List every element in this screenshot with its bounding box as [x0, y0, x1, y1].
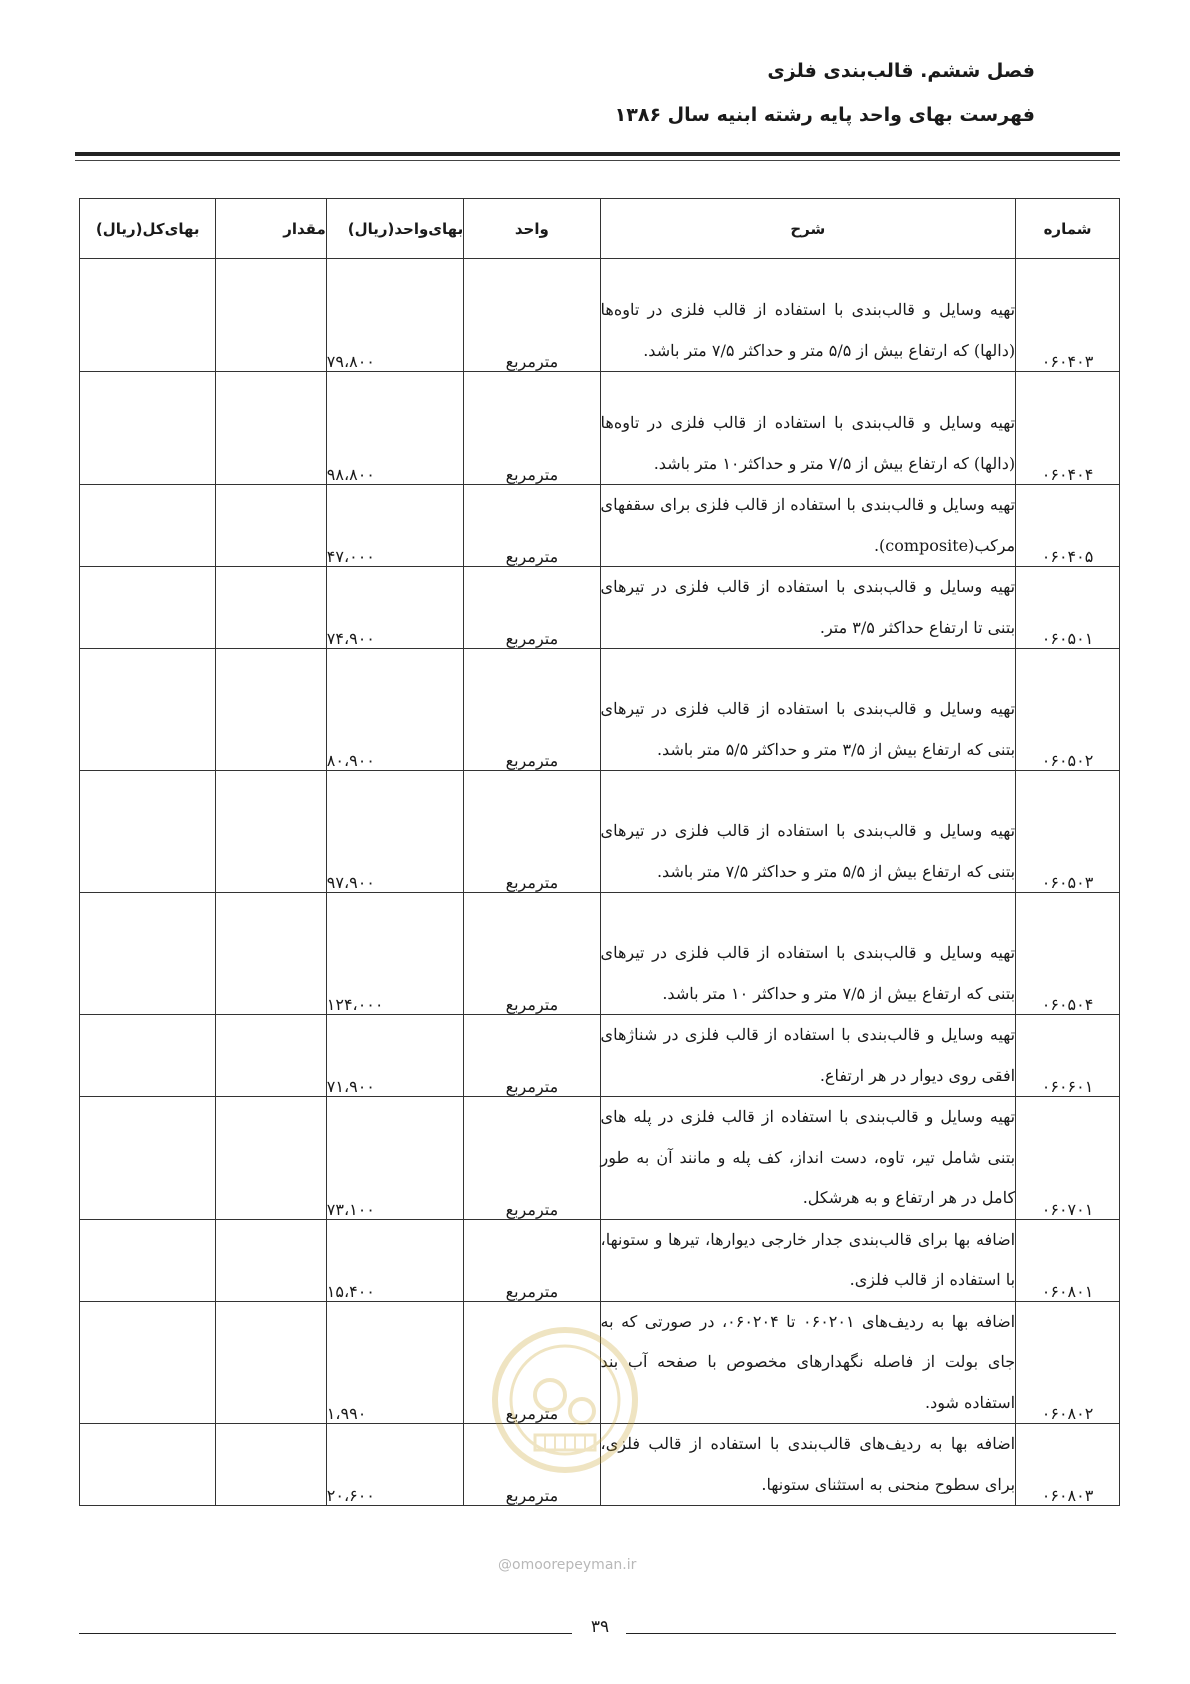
- item-unit: مترمربع: [464, 1301, 600, 1424]
- item-quantity: [216, 1301, 326, 1424]
- page-header: [615, 56, 1035, 130]
- item-description: اضافه بها برای قالب‌بندی جدار خارجی دیوارها، تیرها و ستونها، با استفاده از قالب فلزی.: [600, 1219, 1016, 1301]
- item-description: تهیه وسایل و قالب‌بندی با استفاده از قالب فلزی برای سقفهای مرکب(composite).: [600, 485, 1016, 567]
- table-row: [80, 372, 1120, 485]
- column-header-description: شرح: [600, 199, 1016, 259]
- item-unit: مترمربع: [464, 1219, 600, 1301]
- item-unit: مترمربع: [464, 649, 600, 771]
- item-number: ۰۶۰۴۰۳: [1016, 259, 1120, 372]
- item-description: تهیه وسایل و قالب‌بندی با استفاده از قالب فلزی در تیرهای بتنی که ارتفاع بیش از ۳/۵ متر و حداکثر ۵/۵ متر باشد.: [600, 649, 1016, 771]
- item-quantity: [216, 649, 326, 771]
- item-description: تهیه وسایل و قالب‌بندی با استفاده از قالب فلزی در تاوه‌ها (دالها) که ارتفاع بیش از ۵/۵ متر و حداکثر ۷/۵ متر باشد.: [600, 259, 1016, 372]
- item-number: ۰۶۰۷۰۱: [1016, 1097, 1120, 1220]
- item-quantity: [216, 372, 326, 485]
- item-description: تهیه وسایل و قالب‌بندی با استفاده از قالب فلزی در تیرهای بتنی که ارتفاع بیش از ۵/۵ متر و حداکثر ۷/۵ متر باشد.: [600, 771, 1016, 893]
- item-description: اضافه بها به ردیف‌های قالب‌بندی با استفاده از قالب فلزی، برای سطوح منحنی به استثنای ستونها.: [600, 1424, 1016, 1506]
- item-number: ۰۶۰۴۰۴: [1016, 372, 1120, 485]
- page-number: ۳۹: [590, 1617, 610, 1637]
- price-list-table: [79, 198, 1120, 1506]
- item-quantity: [216, 1424, 326, 1506]
- item-total: [80, 893, 216, 1015]
- item-unit-price: ۷۹،۸۰۰: [326, 259, 463, 372]
- item-unit: مترمربع: [464, 485, 600, 567]
- item-quantity: [216, 893, 326, 1015]
- item-quantity: [216, 259, 326, 372]
- item-total: [80, 259, 216, 372]
- table-row: [80, 485, 1120, 567]
- document-subtitle: فهرست بهای واحد پایه رشته ابنیه سال ۱۳۸۶: [614, 104, 1035, 126]
- footer-rule-left: [79, 1633, 572, 1634]
- item-unit: مترمربع: [464, 259, 600, 372]
- item-number: ۰۶۰۶۰۱: [1016, 1015, 1120, 1097]
- item-description: تهیه وسایل و قالب‌بندی با استفاده از قالب فلزی در شناژهای افقی روی دیوار در هر ارتفاع.: [600, 1015, 1016, 1097]
- item-unit-price: ۴۷،۰۰۰: [326, 485, 463, 567]
- item-unit-price: ۲۰،۶۰۰: [326, 1424, 463, 1506]
- item-unit-price: ۹۷،۹۰۰: [326, 771, 463, 893]
- item-quantity: [216, 1097, 326, 1220]
- item-unit: مترمربع: [464, 771, 600, 893]
- item-unit: مترمربع: [464, 1424, 600, 1506]
- item-number: ۰۶۰۴۰۵: [1016, 485, 1120, 567]
- header-rule-thin: [75, 160, 1120, 161]
- item-quantity: [216, 567, 326, 649]
- column-header-unit-price: بهای‌واحد(ریال): [326, 199, 463, 259]
- item-number: ۰۶۰۵۰۴: [1016, 893, 1120, 1015]
- item-total: [80, 372, 216, 485]
- item-total: [80, 1301, 216, 1424]
- item-total: [80, 1015, 216, 1097]
- item-unit: مترمربع: [464, 372, 600, 485]
- item-number: ۰۶۰۸۰۱: [1016, 1219, 1120, 1301]
- column-header-quantity: مقدار: [216, 199, 326, 259]
- item-description: اضافه بها به ردیف‌های ۰۶۰۲۰۱ تا ۰۶۰۲۰۴، در صورتی که به جای بولت از فاصله نگهدارهای مخصوص با صفحه آب بند استفاده شود.: [600, 1301, 1016, 1424]
- item-unit-price: ۹۸،۸۰۰: [326, 372, 463, 485]
- table-row: [80, 1097, 1120, 1220]
- item-number: ۰۶۰۵۰۳: [1016, 771, 1120, 893]
- item-description: تهیه وسایل و قالب‌بندی با استفاده از قالب فلزی در تاوه‌ها (دالها) که ارتفاع بیش از ۷/۵ متر و حداکثر۱۰ متر باشد.: [600, 372, 1016, 485]
- item-total: [80, 1219, 216, 1301]
- item-description: تهیه وسایل و قالب‌بندی با استفاده از قالب فلزی در تیرهای بتنی که ارتفاع بیش از ۷/۵ متر و حداکثر ۱۰ متر باشد.: [600, 893, 1016, 1015]
- item-number: ۰۶۰۵۰۲: [1016, 649, 1120, 771]
- item-number: ۰۶۰۵۰۱: [1016, 567, 1120, 649]
- item-unit: مترمربع: [464, 567, 600, 649]
- item-unit-price: ۷۴،۹۰۰: [326, 567, 463, 649]
- header-rule-thick: [75, 152, 1120, 156]
- table-row: [80, 771, 1120, 893]
- table-header-row: [80, 199, 1120, 259]
- item-quantity: [216, 771, 326, 893]
- item-unit-price: ۸۰،۹۰۰: [326, 649, 463, 771]
- table-row: [80, 893, 1120, 1015]
- item-total: [80, 649, 216, 771]
- item-unit-price: ۱،۹۹۰: [326, 1301, 463, 1424]
- item-unit-price: ۷۳،۱۰۰: [326, 1097, 463, 1220]
- item-description: تهیه وسایل و قالب‌بندی با استفاده از قالب فلزی در تیرهای بتنی تا ارتفاع حداکثر ۳/۵ متر.: [600, 567, 1016, 649]
- item-total: [80, 1424, 216, 1506]
- column-header-total: بهای‌کل(ریال): [80, 199, 216, 259]
- item-quantity: [216, 1015, 326, 1097]
- item-description: تهیه وسایل و قالب‌بندی با استفاده از قالب فلزی در پله های بتنی شامل تیر، تاوه، دست انداز، کف پله و مانند آن به طور کامل در هر ارتفاع و به هرشکل.: [600, 1097, 1016, 1220]
- item-unit-price: ۷۱،۹۰۰: [326, 1015, 463, 1097]
- item-unit: مترمربع: [464, 893, 600, 1015]
- site-watermark: @omoorepeyman.ir: [498, 1557, 637, 1573]
- table-row: [80, 567, 1120, 649]
- item-number: ۰۶۰۸۰۳: [1016, 1424, 1120, 1506]
- item-total: [80, 485, 216, 567]
- item-quantity: [216, 1219, 326, 1301]
- chapter-title: فصل ششم. قالب‌بندی فلزی: [767, 60, 1035, 82]
- seal-stamp-icon: [490, 1315, 640, 1485]
- table-row: [80, 1015, 1120, 1097]
- item-total: [80, 1097, 216, 1220]
- item-unit-price: ۱۵،۴۰۰: [326, 1219, 463, 1301]
- footer-rule-right: [626, 1633, 1116, 1634]
- item-total: [80, 771, 216, 893]
- column-header-number: شماره: [1016, 199, 1120, 259]
- item-total: [80, 567, 216, 649]
- item-unit: مترمربع: [464, 1097, 600, 1220]
- table-row: [80, 259, 1120, 372]
- item-number: ۰۶۰۸۰۲: [1016, 1301, 1120, 1424]
- item-unit-price: ۱۲۴،۰۰۰: [326, 893, 463, 1015]
- table-row: [80, 1219, 1120, 1301]
- item-quantity: [216, 485, 326, 567]
- item-unit: مترمربع: [464, 1015, 600, 1097]
- table-row: [80, 649, 1120, 771]
- column-header-unit: واحد: [464, 199, 600, 259]
